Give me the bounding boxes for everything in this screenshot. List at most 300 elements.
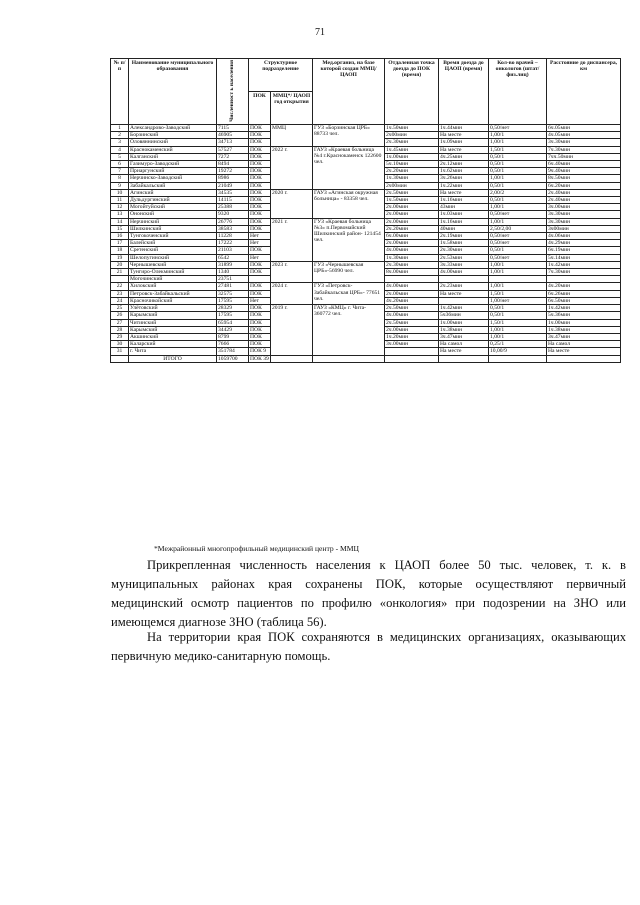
cell-travel-time: 4ч.25мин <box>439 153 489 160</box>
cell-number: 16 <box>111 233 129 240</box>
cell-dispensary-distance: 3ч00мин <box>547 225 621 232</box>
table-row <box>111 189 621 196</box>
cell-number: 12 <box>111 204 129 211</box>
cell-pok: ПОК <box>249 161 271 168</box>
cell-number: 4 <box>111 146 129 153</box>
cell-doctors: 0,50/1 <box>489 168 547 175</box>
cell-dispensary-distance: 2ч.40мин <box>547 197 621 204</box>
cell-municipality: Петровск-Забайкальский <box>129 290 217 297</box>
cell-population: 28329 <box>217 305 249 312</box>
cell-dispensary-distance: 3ч.47мин <box>547 333 621 340</box>
cell-pok: ПОК <box>249 341 271 348</box>
cell-dispensary-distance: 7ч.30мин <box>547 146 621 153</box>
cell-travel-time: 2ч.19мин <box>439 233 489 240</box>
cell-population: 34713 <box>217 139 249 146</box>
cell-number: 17 <box>111 240 129 247</box>
cell-doctors: 0,50/1 <box>489 305 547 312</box>
cell-municipality: Газимуро-Заводский <box>129 161 217 168</box>
cell-pok: ПОК <box>249 211 271 218</box>
cell-pok: ПОК <box>249 125 271 132</box>
cell-population: 11228 <box>217 233 249 240</box>
table-total-row <box>111 355 621 362</box>
col-header-dispensary-distance: Расстояние до диспансера, км <box>547 59 621 125</box>
cell-number: 21 <box>111 269 129 276</box>
cell-distance-point: 5ч.10мин <box>385 161 439 168</box>
cell-population: 46905 <box>217 132 249 139</box>
cell-travel-time: На месте <box>439 132 489 139</box>
paragraph-2: На территории края ПОК сохраняются в медицинских организациях, оказывающих первичную медико-санитарную помощь. <box>111 630 626 663</box>
cell-travel-time: 1ч.03мин <box>439 211 489 218</box>
col-header-pok: ПОК <box>249 92 271 125</box>
paragraph-1: Прикрепленная численность населения к ЦАОП более 50 тыс. человек, т. к. в муниципальных районах края сохранены ПОК, которые осуществляют первичный медицинский осмотр пациентов по профилю «онкология» при подозрении на ЗНО или имеющемся диагнозе ЗНО (таблица 56). <box>111 558 626 629</box>
cell-distance-point: 2ч.50мин <box>385 189 439 196</box>
cell-pok: ПОК <box>249 218 271 225</box>
cell-municipality: Калганский <box>129 153 217 160</box>
cell-municipality: Читинский <box>129 319 217 326</box>
oncology-table <box>110 58 621 363</box>
col-header-distance-point: Отдаленная точка доезда до ПОК (время) <box>385 59 439 125</box>
cell-distance-point: 2ч.00мин <box>385 240 439 247</box>
cell-number: 6 <box>111 161 129 168</box>
cell-doctors: 0,50/нет <box>489 211 547 218</box>
footnote: *Межрайонный многопрофильный медицинский центр - ММЦ <box>154 544 359 553</box>
table-row <box>111 146 621 153</box>
cell-pok: ПОК <box>249 175 271 182</box>
cell-doctors: 1,00/1 <box>489 333 547 340</box>
cell-travel-time: 1ч.62мин <box>439 168 489 175</box>
cell-population: 26776 <box>217 218 249 225</box>
cell-number: 10 <box>111 189 129 196</box>
cell-number <box>111 355 129 362</box>
cell-travel-time: 3ч.26мин <box>439 175 489 182</box>
cell-doctors: 2,00/2 <box>489 189 547 196</box>
cell-number: 20 <box>111 261 129 268</box>
cell-distance-point: 2ч.00мин <box>385 326 439 333</box>
cell-dispensary-distance: 1ч.38мин <box>547 326 621 333</box>
cell-travel-time: 1ч.44мин <box>439 125 489 132</box>
cell-population: 9320 <box>217 211 249 218</box>
cell-doctors: 0,25/1 <box>489 341 547 348</box>
cell-dispensary-distance: На самол <box>547 341 621 348</box>
cell-medorg: ГАУЗ «КМЦ» г. Чита- 360772 чел. <box>313 305 385 355</box>
cell-distance-point: 2ч.20мин <box>385 168 439 175</box>
cell-population: 31899 <box>217 261 249 268</box>
cell-population: 17595 <box>217 297 249 304</box>
cell-pok: ПОК <box>249 146 271 153</box>
cell-dispensary-distance: 6ч.40мин <box>547 161 621 168</box>
cell-medorg: ГУЗ «Борзинская ЦРБ» 88733 чел. <box>313 125 385 147</box>
cell-number: 29 <box>111 333 129 340</box>
cell-distance-point: 2ч.00мин <box>385 204 439 211</box>
cell-population: 7115 <box>217 125 249 132</box>
col-header-structural: Структурное подразделение <box>249 59 313 92</box>
cell-empty <box>313 355 385 362</box>
cell-municipality: Нерчинский <box>129 218 217 225</box>
cell-travel-time: 2ч.23мин <box>439 283 489 290</box>
cell-population: 7666 <box>217 341 249 348</box>
cell-municipality: Шилкинский <box>129 225 217 232</box>
cell-travel-time: На месте <box>439 146 489 153</box>
cell-travel-time: На месте <box>439 348 489 355</box>
cell-travel-time: 2ч.53мин <box>439 254 489 261</box>
cell-doctors: 0,50/1 <box>489 153 547 160</box>
cell-year: 2022 г. <box>271 146 313 189</box>
cell-empty <box>489 355 547 362</box>
cell-population: 7272 <box>217 153 249 160</box>
cell-municipality: Хилокский <box>129 283 217 290</box>
cell-medorg: ГАУЗ «Агинская окружная больница» - 83358 чел. <box>313 189 385 218</box>
cell-doctors: 0,50/1 <box>489 312 547 319</box>
cell-pok: ПОК <box>249 319 271 326</box>
cell-municipality: Ононский <box>129 211 217 218</box>
cell-distance-point: 6ч.00мин <box>385 233 439 240</box>
cell-travel-time: На самол <box>439 341 489 348</box>
cell-municipality: Сретенский <box>129 247 217 254</box>
cell-doctors: 1,00/1 <box>489 132 547 139</box>
cell-travel-time: 3ч.33мин <box>439 261 489 268</box>
cell-travel-time: На месте <box>439 189 489 196</box>
cell-year: ММЦ <box>271 125 313 147</box>
cell-pok: ПОК <box>249 139 271 146</box>
cell-number: 8 <box>111 175 129 182</box>
cell-distance-point: 1ч.30мин <box>385 254 439 261</box>
cell-travel-time <box>439 276 489 283</box>
cell-dispensary-distance: 6ч.05мин <box>547 125 621 132</box>
cell-distance-point: 1ч.45мин <box>385 146 439 153</box>
cell-dispensary-distance: 6ч.19мин <box>547 247 621 254</box>
cell-population: 351784 <box>217 348 249 355</box>
cell-travel-time: 40мин <box>439 225 489 232</box>
cell-year: 2020 г. <box>271 189 313 218</box>
table-row <box>111 125 621 132</box>
cell-dispensary-distance: 9ч.40мин <box>547 168 621 175</box>
cell-municipality: Приаргунский <box>129 168 217 175</box>
cell-municipality: Борзинский <box>129 132 217 139</box>
cell-distance-point: 2ч00мин <box>385 132 439 139</box>
cell-number: 18 <box>111 247 129 254</box>
cell-population: 57527 <box>217 146 249 153</box>
cell-number: 27 <box>111 319 129 326</box>
cell-population: 6542 <box>217 254 249 261</box>
cell-municipality: Акшинский <box>129 333 217 340</box>
col-header-population <box>217 59 249 125</box>
cell-doctors: 0,50/нет <box>489 254 547 261</box>
cell-doctors: 1,00/1 <box>489 283 547 290</box>
cell-doctors: 1,00/нет <box>489 297 547 304</box>
cell-travel-time: 2ч.30мин <box>439 247 489 254</box>
cell-total-label: ИТОГО <box>129 355 217 362</box>
cell-distance-point: 4ч.20мин <box>385 297 439 304</box>
cell-year: 2021 г. <box>271 218 313 261</box>
cell-year: 2023 г. <box>271 261 313 283</box>
cell-municipality: Дульдургинский <box>129 197 217 204</box>
cell-dispensary-distance: 3ч.30мин <box>547 211 621 218</box>
cell-doctors: 1,00/1 <box>489 269 547 276</box>
cell-pok: ПОК <box>249 261 271 268</box>
cell-number: 5 <box>111 153 129 160</box>
col-header-medorg: Мед.организ, на базе которой создан ММЦ/ЦАОП <box>313 59 385 125</box>
cell-pok: ПОК <box>249 290 271 297</box>
cell-dispensary-distance: 2ч.40мин <box>547 189 621 196</box>
cell-pok: ПОК <box>249 132 271 139</box>
cell-year: 2024 г. <box>271 283 313 305</box>
cell-doctors: 1,00/1 <box>489 326 547 333</box>
cell-number: 14 <box>111 218 129 225</box>
cell-dispensary-distance: 3ч.30мин <box>547 218 621 225</box>
col-header-travel-time: Время доезда до ЦАОП (время) <box>439 59 489 125</box>
cell-pok: ПОК <box>249 305 271 312</box>
col-header-mmmc: ММЦ*/ ЦАОП год открытия <box>271 92 313 125</box>
cell-doctors: 1,00/1 <box>489 139 547 146</box>
cell-travel-time: 5ч36мин <box>439 312 489 319</box>
cell-pok: ПОК <box>249 204 271 211</box>
cell-municipality: Могойтуйский <box>129 204 217 211</box>
cell-dispensary-distance: 3ч.00мин <box>547 204 621 211</box>
cell-distance-point: 1ч.00мин <box>385 153 439 160</box>
cell-number: 13 <box>111 211 129 218</box>
cell-population: 34535 <box>217 189 249 196</box>
cell-population: 8986 <box>217 175 249 182</box>
cell-doctors: 1,00/1 <box>489 175 547 182</box>
cell-travel-time: 43мин <box>439 204 489 211</box>
cell-dispensary-distance: 6ч.50мин <box>547 297 621 304</box>
col-header-population-text: Численност ь населения <box>229 60 236 122</box>
cell-population: 14115 <box>217 197 249 204</box>
cell-municipality: Шелопугинский <box>129 254 217 261</box>
cell-distance-point: 1ч.50мин <box>385 197 439 204</box>
cell-population: 19272 <box>217 168 249 175</box>
cell-distance-point: 2ч.50мин <box>385 305 439 312</box>
cell-number: 24 <box>111 297 129 304</box>
cell-number: 23 <box>111 290 129 297</box>
cell-population: 21049 <box>217 182 249 189</box>
cell-travel-time: 1ч.00мин <box>439 319 489 326</box>
cell-population: 8494 <box>217 161 249 168</box>
cell-municipality: Карымский <box>129 326 217 333</box>
cell-medorg: ГУЗ «Краевая больница №3» п.Первомайский Шилкинский район- 121454 чел. <box>313 218 385 261</box>
cell-municipality: Карымский <box>129 312 217 319</box>
cell-dispensary-distance: 6ч.26мин <box>547 290 621 297</box>
cell-dispensary-distance <box>547 276 621 283</box>
cell-population: 21103 <box>217 247 249 254</box>
cell-dispensary-distance: 6ч.20мин <box>547 182 621 189</box>
cell-pok: ПОК <box>249 225 271 232</box>
cell-doctors: 0,50/нет <box>489 125 547 132</box>
cell-municipality: Нерчинско-Заводский <box>129 175 217 182</box>
cell-pok: ПОК <box>249 269 271 276</box>
table-body <box>111 125 621 363</box>
cell-dispensary-distance: 4ч.20мин <box>547 283 621 290</box>
cell-doctors: 1,50/1 <box>489 290 547 297</box>
cell-number: 15 <box>111 225 129 232</box>
cell-pok: ПОК <box>249 168 271 175</box>
cell-pok: ПОК <box>249 247 271 254</box>
cell-municipality: Чернышевский <box>129 261 217 268</box>
cell-number: 7 <box>111 168 129 175</box>
col-header-municipality: Наименование муниципального образования <box>129 59 217 125</box>
cell-number: 19 <box>111 254 129 261</box>
cell-number: 30 <box>111 341 129 348</box>
cell-doctors: 1,00/1 <box>489 218 547 225</box>
cell-travel-time: На месте <box>439 290 489 297</box>
cell-travel-time: 1ч.09мин <box>439 139 489 146</box>
cell-travel-time <box>439 297 489 304</box>
cell-distance-point: 2ч.20мин <box>385 225 439 232</box>
cell-number: 3 <box>111 139 129 146</box>
cell-dispensary-distance: 1ч.42мин <box>547 305 621 312</box>
cell-number: 11 <box>111 197 129 204</box>
cell-travel-time: 1ч.42мин <box>439 305 489 312</box>
cell-population: 32575 <box>217 290 249 297</box>
cell-empty <box>547 355 621 362</box>
cell-distance-point: 2ч.30мин <box>385 139 439 146</box>
cell-number: 9 <box>111 182 129 189</box>
cell-municipality: Краснокаменский <box>129 146 217 153</box>
cell-municipality: Оловяннинский <box>129 139 217 146</box>
cell-medorg: ГУЗ «Чернышевская ЦРБ»-56990 чел. <box>313 261 385 283</box>
cell-number: 31 <box>111 348 129 355</box>
cell-doctors: 2,50/2,00 <box>489 225 547 232</box>
table-row <box>111 305 621 312</box>
cell-dispensary-distance: 3ч.30мин <box>547 139 621 146</box>
cell-distance-point <box>385 348 439 355</box>
cell-population: 17222 <box>217 240 249 247</box>
cell-distance-point: 2ч.30мин <box>385 261 439 268</box>
cell-pok: ПОК <box>249 312 271 319</box>
cell-travel-time: 1ч.16мин <box>439 197 489 204</box>
cell-travel-time: 1ч.58мин <box>439 240 489 247</box>
cell-distance-point: 2ч.00мин <box>385 290 439 297</box>
cell-distance-point: 4ч.00мин <box>385 247 439 254</box>
cell-pok: Нет <box>249 233 271 240</box>
cell-dispensary-distance: На месте <box>547 348 621 355</box>
cell-dispensary-distance: 5ч.36мин <box>547 312 621 319</box>
cell-distance-point: 2ч00мин <box>385 182 439 189</box>
cell-pok: ПОК <box>249 326 271 333</box>
cell-number: 25 <box>111 305 129 312</box>
cell-municipality: Улётовский <box>129 305 217 312</box>
col-header-no: № п/п <box>111 59 129 125</box>
cell-population: 27481 <box>217 283 249 290</box>
cell-distance-point: 2ч.00мин <box>385 218 439 225</box>
cell-number: 1 <box>111 125 129 132</box>
cell-travel-time: 1ч.38мин <box>439 326 489 333</box>
cell-distance-point: 1ч.50мин <box>385 125 439 132</box>
cell-number: 22 <box>111 283 129 290</box>
cell-pok: Нет <box>249 254 271 261</box>
cell-municipality: Забайкальский <box>129 182 217 189</box>
cell-travel-time: 2ч.12мин <box>439 161 489 168</box>
cell-population: 17595 <box>217 312 249 319</box>
cell-pok <box>249 276 271 283</box>
cell-travel-time: 3ч.47мин <box>439 333 489 340</box>
table-row <box>111 261 621 268</box>
cell-distance-point: 1ч.30мин <box>385 175 439 182</box>
cell-population: 1340 <box>217 269 249 276</box>
cell-distance-point: 3ч.00мин <box>385 341 439 348</box>
cell-municipality: Агинский <box>129 189 217 196</box>
cell-distance-point: 1ч.20мин <box>385 333 439 340</box>
cell-dispensary-distance: 4ч.29мин <box>547 240 621 247</box>
cell-dispensary-distance: 7ч.30мин <box>547 269 621 276</box>
cell-distance-point: 4ч.00мин <box>385 283 439 290</box>
cell-population: 23751 <box>217 276 249 283</box>
cell-doctors: 0,50/1 <box>489 182 547 189</box>
cell-municipality: г. Чита <box>129 348 217 355</box>
cell-municipality: Могочинский <box>129 276 217 283</box>
cell-number: 28 <box>111 326 129 333</box>
cell-number: 2 <box>111 132 129 139</box>
cell-medorg: ГУЗ «Петровск-Забайкальская ЦРБ»- 77651 чел. <box>313 283 385 305</box>
cell-doctors: 1,00/1 <box>489 204 547 211</box>
cell-distance-point: 4ч.00мин <box>385 312 439 319</box>
cell-pok: ПОК 9 <box>249 348 271 355</box>
cell-doctors: 0,50/нет <box>489 240 547 247</box>
cell-municipality: Каларский <box>129 341 217 348</box>
cell-doctors <box>489 276 547 283</box>
cell-dispensary-distance: 7чч.50мин <box>547 153 621 160</box>
cell-dispensary-distance: 4ч.05мин <box>547 132 621 139</box>
cell-doctors: 0,50/1 <box>489 247 547 254</box>
cell-medorg: ГАУЗ «Краевая больница №4 г.Краснокаменск 122600 чел. <box>313 146 385 189</box>
cell-empty <box>439 355 489 362</box>
cell-pok: ПОК <box>249 189 271 196</box>
cell-doctors: 10,00/9 <box>489 348 547 355</box>
table-row <box>111 218 621 225</box>
cell-municipality: Александрово-Заводский <box>129 125 217 132</box>
cell-year: 2019 г. <box>271 305 313 355</box>
cell-pok: Нет <box>249 240 271 247</box>
cell-pok: ПОК <box>249 283 271 290</box>
cell-municipality: Балейский <box>129 240 217 247</box>
cell-total-population: 1059700 <box>217 355 249 362</box>
cell-municipality: Тунгокоченский <box>129 233 217 240</box>
cell-population: 25388 <box>217 204 249 211</box>
page-number: 71 <box>315 27 325 38</box>
cell-dispensary-distance: 1ч.00мин <box>547 319 621 326</box>
cell-dispensary-distance: 5ч.14мин <box>547 254 621 261</box>
cell-municipality: Тунгиро-Олекминский <box>129 269 217 276</box>
cell-pok: ПОК <box>249 182 271 189</box>
table-row <box>111 283 621 290</box>
cell-number: 26 <box>111 312 129 319</box>
cell-distance-point <box>385 276 439 283</box>
cell-pok: ПОК <box>249 197 271 204</box>
cell-doctors: 0,50/нет <box>489 233 547 240</box>
cell-doctors: 1,50/1 <box>489 319 547 326</box>
cell-distance-point: 8ч.00мин <box>385 269 439 276</box>
cell-travel-time: 1ч.22мин <box>439 182 489 189</box>
cell-population: 34429 <box>217 326 249 333</box>
cell-population: 38583 <box>217 225 249 232</box>
cell-travel-time: 1ч.16мин <box>439 218 489 225</box>
col-header-doctors: Кол-во врачей – онкологов (штат/ физ.лиц) <box>489 59 547 125</box>
cell-pok: ПОК <box>249 333 271 340</box>
cell-dispensary-distance: 8ч.50мин <box>547 175 621 182</box>
cell-pok: ПОК <box>249 153 271 160</box>
cell-doctors: 1,00/1 <box>489 261 547 268</box>
cell-travel-time: 4ч.00мин <box>439 269 489 276</box>
table-header-row <box>111 59 621 92</box>
cell-distance-point: 2ч.00мин <box>385 211 439 218</box>
cell-distance-point: 2ч.50мин <box>385 319 439 326</box>
cell-pok: Нет <box>249 297 271 304</box>
cell-doctors: 1,50/1 <box>489 146 547 153</box>
cell-dispensary-distance: 1ч.42мин <box>547 261 621 268</box>
cell-population: 65954 <box>217 319 249 326</box>
cell-total-pok: ПОК 39 <box>250 355 269 362</box>
cell-doctors: 0,50/1 <box>489 161 547 168</box>
